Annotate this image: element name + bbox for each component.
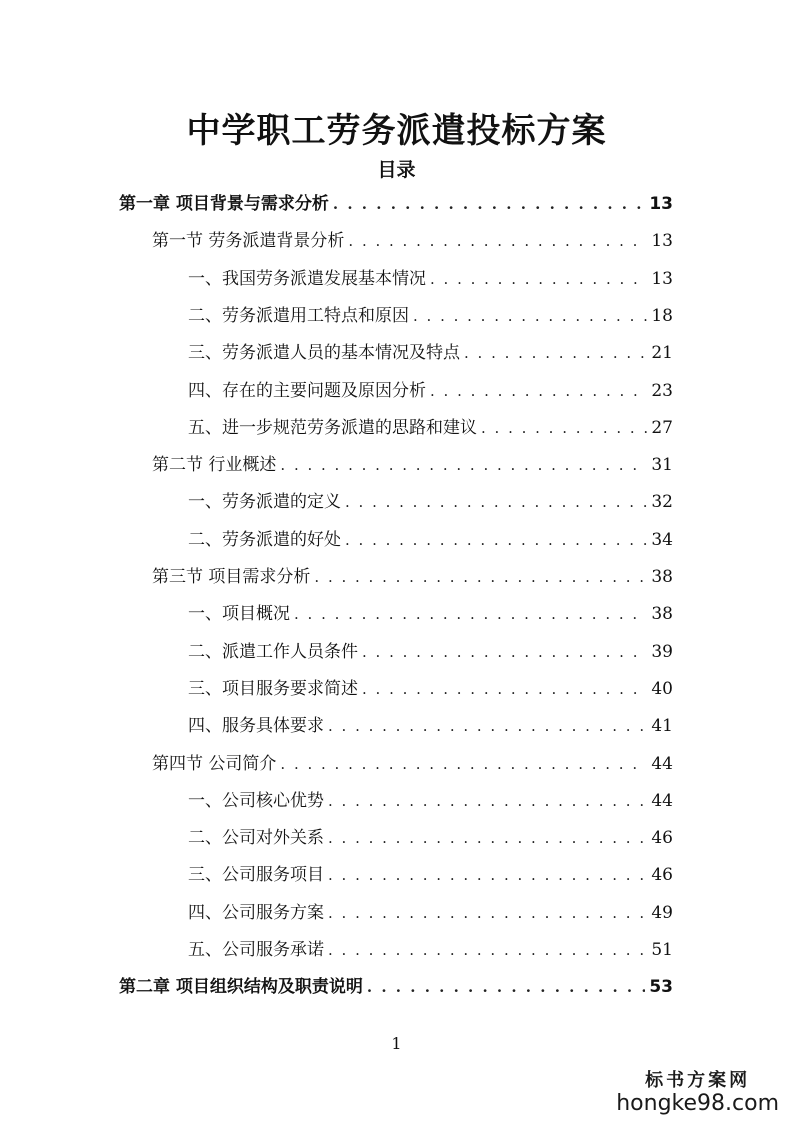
toc-entry-page: 13: [651, 231, 673, 252]
toc-leader-dots: [280, 746, 647, 783]
toc-leader-dots: [345, 484, 647, 521]
toc-entry-page: 46: [651, 828, 673, 849]
toc-leader-dots: [328, 895, 647, 932]
toc-entry-label: 第一章 项目背景与需求分析: [119, 194, 329, 214]
toc-entry-label: 四、公司服务方案: [188, 902, 324, 923]
toc-leader-dots: [345, 522, 647, 559]
toc-leader-dots: [430, 373, 647, 410]
toc-entry-label: 第二节 行业概述: [152, 455, 277, 476]
toc-leader-dots: [333, 186, 645, 223]
toc-leader-dots: [280, 447, 647, 484]
toc-leader-dots: [367, 969, 645, 1006]
toc-entry-page: 44: [651, 790, 673, 811]
toc-entry[interactable]: [152, 223, 673, 260]
toc-entry-label: 二、公司对外关系: [188, 828, 324, 849]
toc-entry-page: 13: [651, 268, 673, 289]
toc-entry[interactable]: [188, 857, 673, 894]
toc-entry-page: 34: [651, 529, 673, 550]
toc-entry[interactable]: [188, 634, 673, 671]
toc-entry[interactable]: [188, 596, 673, 633]
toc-entry[interactable]: [188, 820, 673, 857]
toc-leader-dots: [294, 596, 647, 633]
toc-entry[interactable]: [152, 746, 673, 783]
toc-leader-dots: [328, 708, 647, 745]
toc-entry-label: 三、项目服务要求简述: [188, 678, 358, 699]
toc-leader-dots: [328, 932, 647, 969]
toc-leader-dots: [464, 335, 647, 372]
toc-leader-dots: [314, 559, 647, 596]
toc-entry-page: 44: [651, 753, 673, 774]
toc-entry-page: 49: [651, 902, 673, 923]
toc-entry-label: 第二章 项目组织结构及职责说明: [119, 977, 363, 998]
toc-entry-page: 53: [649, 977, 673, 998]
toc-heading: 目录: [377, 159, 416, 181]
toc-entry[interactable]: [188, 783, 673, 820]
toc-leader-dots: [328, 820, 647, 857]
toc-entry-label: 五、公司服务承诺: [188, 940, 324, 960]
toc-leader-dots: [328, 783, 647, 820]
watermark-name: 标书方案网: [645, 1070, 751, 1091]
toc-entry-page: 21: [651, 343, 673, 364]
toc-entry-page: 40: [651, 678, 673, 699]
toc-entry-label: 二、派遣工作人员条件: [188, 641, 358, 662]
watermark: [616, 1066, 779, 1116]
toc-entry[interactable]: [188, 484, 673, 521]
toc-entry-page: 38: [651, 604, 673, 625]
toc-entry-label: 一、我国劳务派遣发展基本情况: [188, 268, 426, 289]
toc-leader-dots: [430, 261, 647, 298]
toc-entry-page: 39: [651, 641, 673, 662]
toc-entry-page: 41: [651, 716, 673, 737]
toc-entry-label: 一、公司核心优势: [188, 790, 324, 811]
toc-leader-dots: [328, 857, 647, 894]
toc-entry-page: 38: [651, 567, 673, 587]
toc-leader-dots: [481, 410, 647, 447]
toc-entry-label: 一、项目概况: [188, 604, 290, 625]
toc-entry-label: 二、劳务派遣的好处: [188, 529, 341, 550]
toc-entry[interactable]: [152, 447, 673, 484]
document-title: 中学职工劳务派遣投标方案: [186, 111, 607, 151]
toc-entry[interactable]: [119, 969, 673, 1006]
toc-leader-dots: [362, 634, 647, 671]
toc-entry-label: 三、公司服务项目: [188, 865, 324, 886]
toc-leader-dots: [362, 671, 647, 708]
toc-entry-label: 三、劳务派遣人员的基本情况及特点: [188, 343, 460, 364]
toc-entry[interactable]: [188, 410, 673, 447]
toc-entry-page: 23: [651, 380, 673, 401]
toc-entry-page: 18: [651, 305, 673, 326]
page-number: 1: [391, 1034, 402, 1053]
toc-entry-page: 27: [651, 417, 673, 438]
toc-entry-page: 31: [651, 455, 673, 476]
toc-entry-page: 51: [651, 940, 673, 960]
toc-entry-label: 四、服务具体要求: [188, 716, 324, 737]
toc-entry[interactable]: [188, 298, 673, 335]
toc-entry-page: 46: [651, 865, 673, 886]
toc-entry-label: 五、进一步规范劳务派遣的思路和建议: [188, 417, 477, 438]
toc-entry-label: 第三节 项目需求分析: [152, 567, 311, 587]
toc-entry-page: 32: [651, 492, 673, 513]
toc-leader-dots: [413, 298, 647, 335]
toc-entry-label: 第一节 劳务派遣背景分析: [152, 231, 345, 252]
toc-entry[interactable]: [188, 522, 673, 559]
toc-entry[interactable]: [188, 335, 673, 372]
toc-entry-label: 一、劳务派遣的定义: [188, 492, 341, 513]
toc-entry[interactable]: [188, 373, 673, 410]
toc-leader-dots: [348, 223, 647, 260]
toc-entry[interactable]: [188, 671, 673, 708]
toc-entry[interactable]: [188, 708, 673, 745]
toc-entry-label: 第四节 公司简介: [152, 753, 277, 774]
toc-entry-label: 二、劳务派遣用工特点和原因: [188, 305, 409, 326]
toc-entry-label: 四、存在的主要问题及原因分析: [188, 380, 426, 401]
watermark-url: hongke98.com: [616, 1091, 779, 1116]
toc-entry[interactable]: [152, 559, 673, 596]
toc-entry[interactable]: [188, 261, 673, 298]
toc-entry[interactable]: [188, 932, 673, 969]
toc-entry-page: 13: [649, 194, 673, 214]
toc-entry[interactable]: [119, 186, 673, 223]
toc-entry[interactable]: [188, 895, 673, 932]
